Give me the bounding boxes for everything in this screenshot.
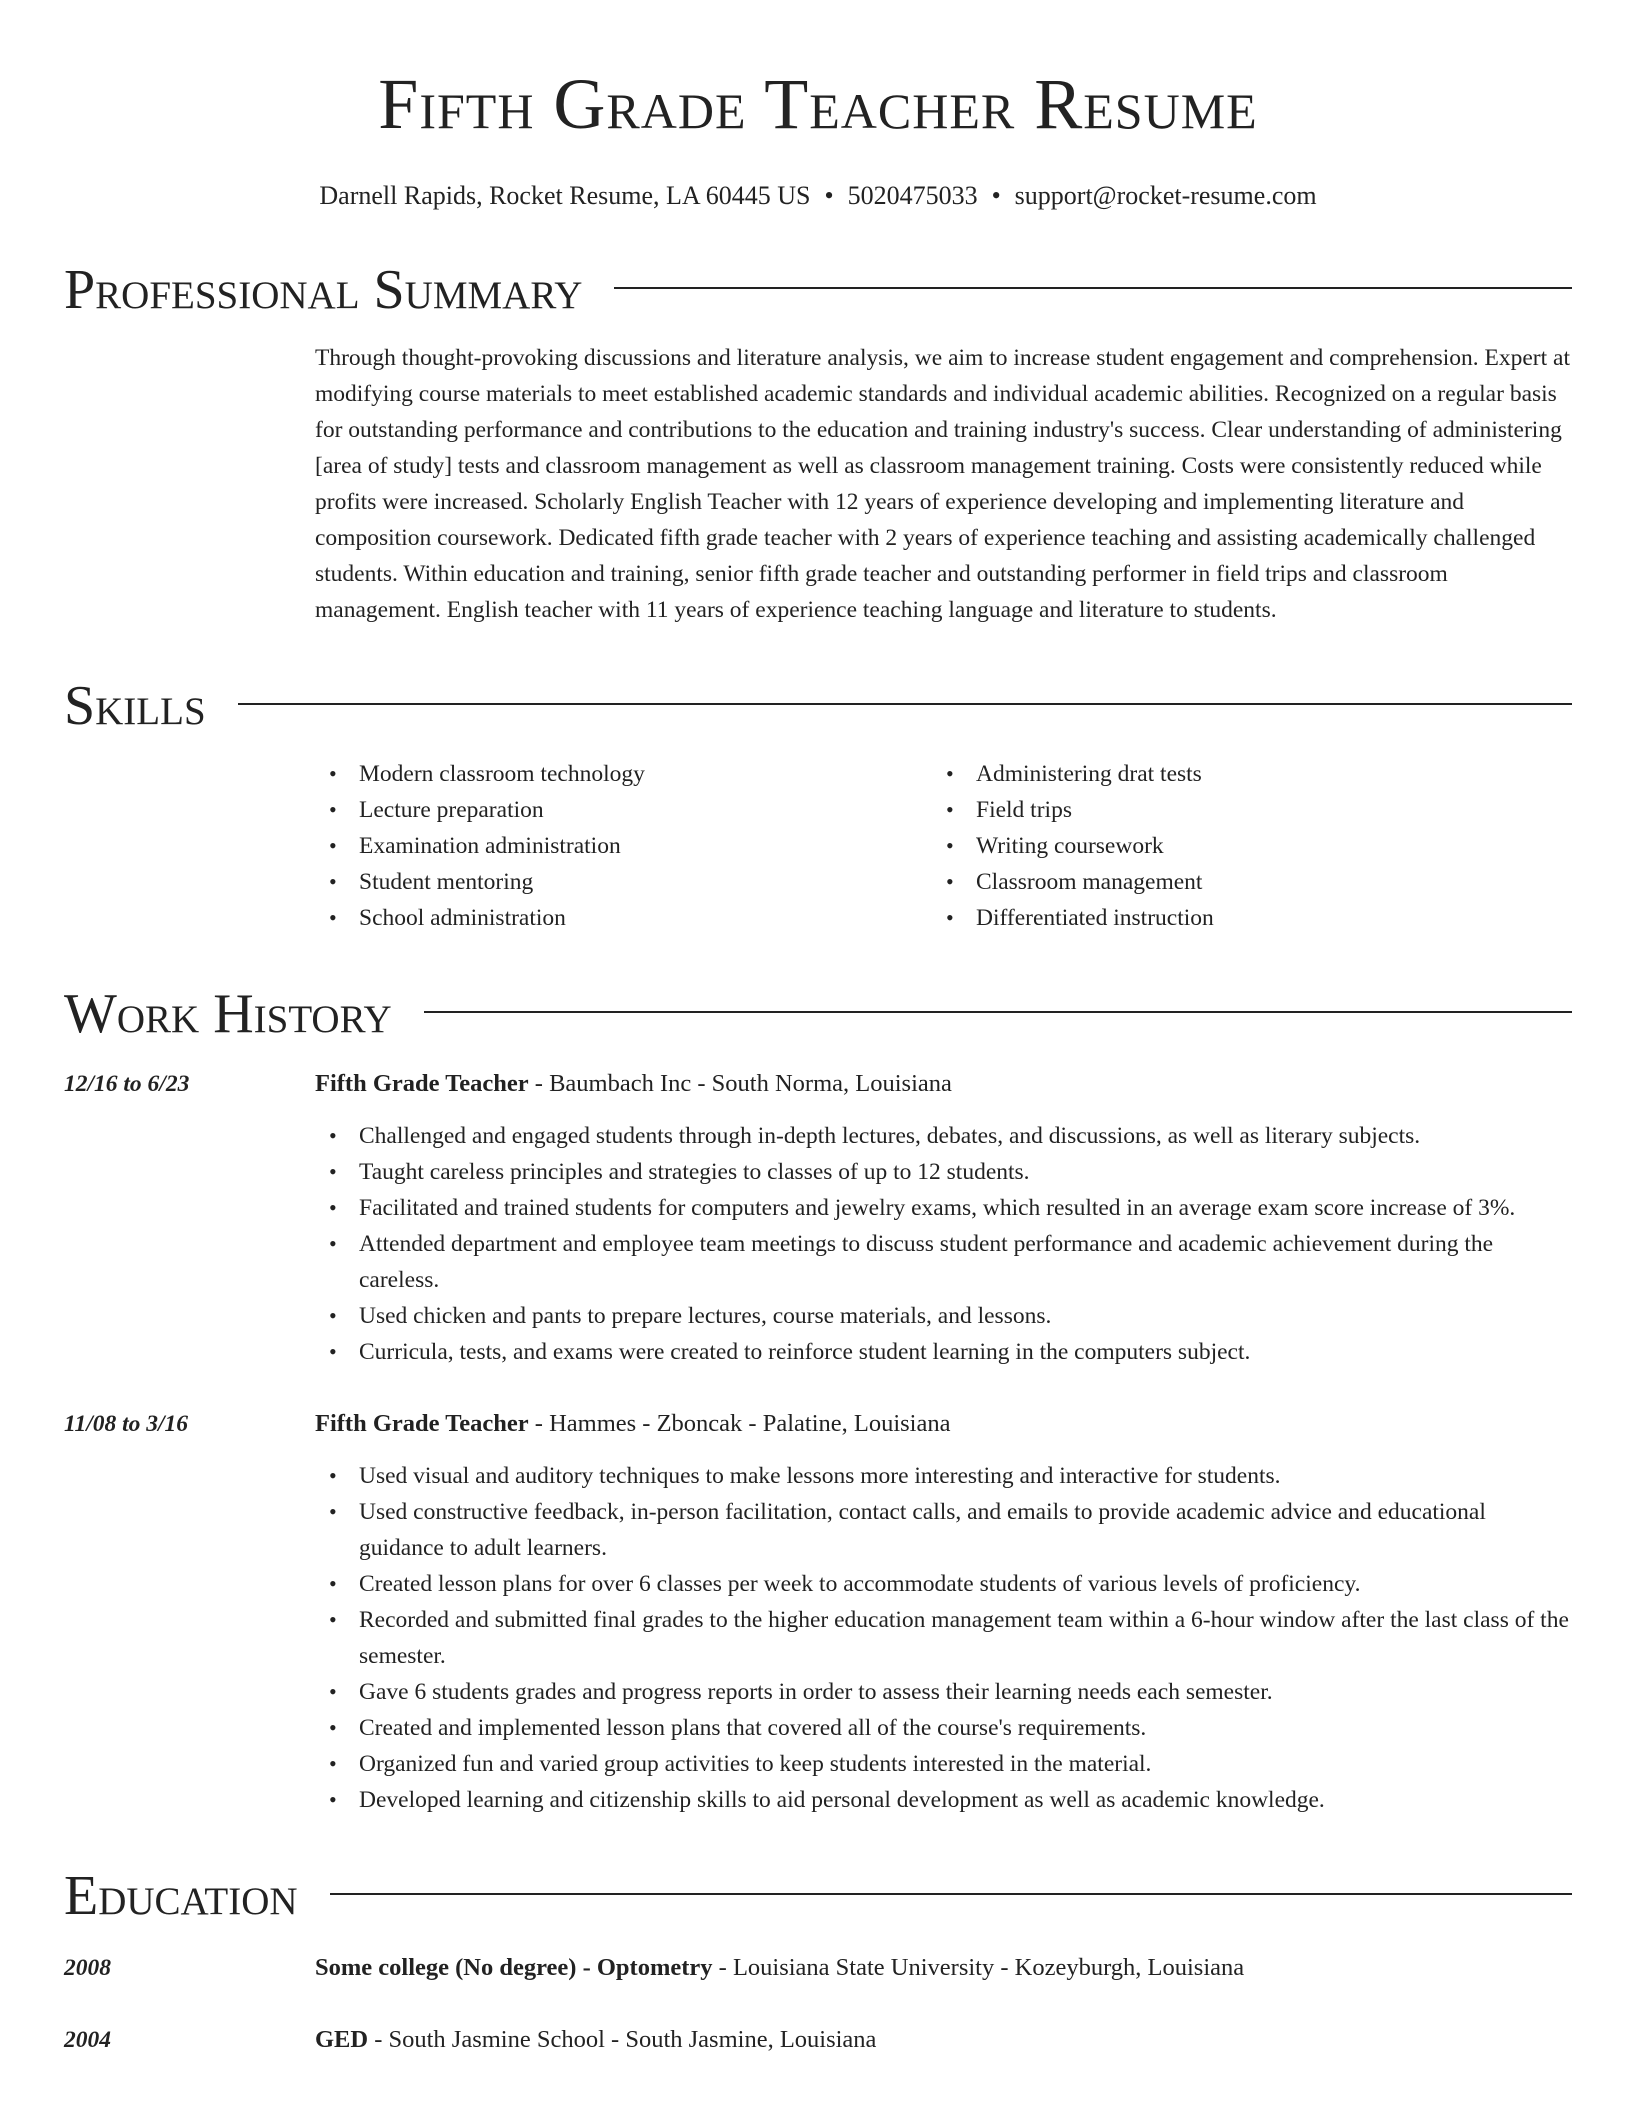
job-dates: 11/08 to 3/16 <box>64 1411 189 1437</box>
education-school: - South Jasmine School - South Jasmine, Louisiana <box>368 2026 877 2053</box>
education-degree: Some college (No degree) - Optometry <box>315 1954 713 1981</box>
contact-separator: • <box>824 181 834 210</box>
education-school: - Louisiana State University - Kozeyburgh, Louisiana <box>712 1954 1245 1981</box>
education-line <box>315 2022 1572 2058</box>
job-bullet: • Challenged and engaged students through in-depth lectures, debates, and discussions, as well as literary subjects. <box>315 1118 1572 1154</box>
skill-item: • Field trips <box>932 792 1549 828</box>
skills-column-left <box>315 756 932 936</box>
job-bullet: • Facilitated and trained students for computers and jewelry exams, which resulted in an average exam score increase of 3%. <box>315 1190 1572 1226</box>
summary-heading: Professional Summary <box>64 259 583 321</box>
contact-separator: • <box>991 181 1001 210</box>
education-year: 2008 <box>64 1955 111 1981</box>
skill-item: • Lecture preparation <box>315 792 932 828</box>
job-heading <box>315 1406 1572 1442</box>
job-entry <box>64 1066 1572 1370</box>
contact-address: Darnell Rapids, Rocket Resume, LA 60445 US <box>319 181 811 210</box>
job-title: Fifth Grade Teacher <box>315 1070 529 1097</box>
skill-item: • Writing coursework <box>932 828 1549 864</box>
section-divider <box>238 703 1572 705</box>
job-bullet: • Curricula, tests, and exams were created to reinforce student learning in the computers subject. <box>315 1334 1572 1370</box>
section-divider <box>614 287 1572 289</box>
job-bullet: • Used chicken and pants to prepare lectures, course materials, and lessons. <box>315 1298 1572 1334</box>
job-bullet: • Recorded and submitted final grades to the higher education management team within a 6-hour window after the last class of the semester. <box>315 1602 1572 1674</box>
skill-item: • Modern classroom technology <box>315 756 932 792</box>
job-bullet: • Developed learning and citizenship skills to aid personal development as well as academic knowledge. <box>315 1782 1572 1818</box>
summary-section-header <box>64 258 1572 322</box>
contact-line <box>64 180 1572 212</box>
education-line <box>315 1950 1572 1986</box>
summary-text: Through thought-provoking discussions and literature analysis, we aim to increase student engagement and comprehension. Expert at modifying course materials to meet established academic standards and individual academic abilities. Recognized on a regular basis for outstanding performance and contributions to the education and training industry's success. Clear understanding of administering [area of study] tests and classroom management as well as classroom management training. Costs were consistently reduced while profits were increased. Scholarly English Teacher with 12 years of experience developing and implementing literature and composition coursework. Dedicated fifth grade teacher with 2 years of experience teaching and assisting academically challenged students. Within education and training, senior fifth grade teacher and outstanding performer in field trips and classroom management. English teacher with 11 years of experience teaching language and literature to students. <box>315 345 1570 623</box>
skill-item: • Examination administration <box>315 828 932 864</box>
skills-section-header <box>64 674 1572 738</box>
contact-email: support@rocket-resume.com <box>1014 181 1317 210</box>
work-section-header <box>64 982 1572 1046</box>
section-divider <box>424 1011 1572 1013</box>
job-bullet: • Created and implemented lesson plans that covered all of the course's requirements. <box>315 1710 1572 1746</box>
job-title: Fifth Grade Teacher <box>315 1410 529 1437</box>
job-bullet: • Used constructive feedback, in-person facilitation, contact calls, and emails to provide academic advice and educational guidance to adult learners. <box>315 1494 1572 1566</box>
contact-phone: 5020475033 <box>847 181 978 210</box>
education-year: 2004 <box>64 2027 111 2053</box>
education-section-header <box>64 1864 1572 1928</box>
skill-item: • Student mentoring <box>315 864 932 900</box>
education-entry <box>64 1950 1572 1986</box>
skill-item: • Classroom management <box>932 864 1549 900</box>
skills-list <box>315 756 1572 936</box>
education-entry <box>64 2022 1572 2058</box>
job-bullet: • Gave 6 students grades and progress reports in order to assess their learning needs each semester. <box>315 1674 1572 1710</box>
resume-page <box>64 60 1572 2058</box>
job-bullet: • Created lesson plans for over 6 classes per week to accommodate students of various levels of proficiency. <box>315 1566 1572 1602</box>
skill-item: • Administering drat tests <box>932 756 1549 792</box>
skills-heading: Skills <box>64 675 206 737</box>
job-bullet: • Attended department and employee team meetings to discuss student performance and academic achievement during the careless. <box>315 1226 1572 1298</box>
job-bullets <box>315 1458 1572 1818</box>
education-degree: GED <box>315 2026 369 2053</box>
job-dates: 12/16 to 6/23 <box>64 1071 190 1097</box>
job-heading <box>315 1066 1572 1102</box>
skills-column-right <box>932 756 1549 936</box>
skill-item: • School administration <box>315 900 932 936</box>
section-divider <box>330 1893 1572 1895</box>
skill-item: • Differentiated instruction <box>932 900 1549 936</box>
resume-title: Fifth Grade Teacher Resume <box>378 64 1258 144</box>
job-employer: - Hammes - Zboncak - Palatine, Louisiana <box>528 1410 951 1437</box>
job-bullets <box>315 1118 1572 1370</box>
education-heading: Education <box>64 1865 298 1927</box>
job-bullet: • Used visual and auditory techniques to make lessons more interesting and interactive for students. <box>315 1458 1572 1494</box>
work-heading: Work History <box>64 983 392 1045</box>
job-bullet: • Organized fun and varied group activities to keep students interested in the material. <box>315 1746 1572 1782</box>
job-entry <box>64 1406 1572 1818</box>
job-employer: - Baumbach Inc - South Norma, Louisiana <box>528 1070 952 1097</box>
job-bullet: • Taught careless principles and strategies to classes of up to 12 students. <box>315 1154 1572 1190</box>
